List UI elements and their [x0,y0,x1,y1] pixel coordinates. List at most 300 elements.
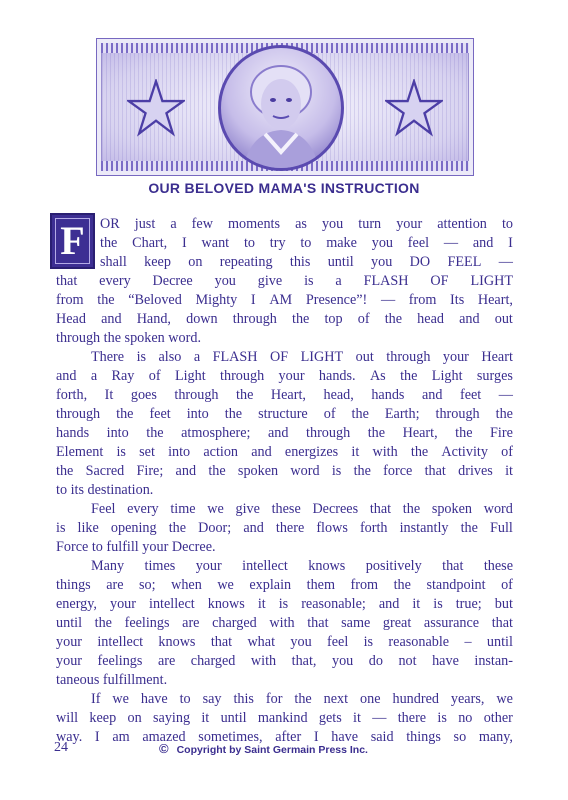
word: the [393,577,411,593]
word: like [77,520,99,536]
word: times [144,558,176,574]
word: and [243,520,264,536]
word: of [148,368,161,384]
word: top [324,311,343,327]
word: assurance [423,615,480,631]
text-line [56,443,513,462]
word: OR [100,216,120,232]
word: we [496,691,513,707]
word: There [91,349,125,365]
word: is [278,596,289,612]
word: your [396,216,423,232]
word: is [136,349,147,365]
word: hundred [392,691,439,707]
word: forth [359,520,388,536]
word: feelings [97,653,143,669]
word: of [501,577,513,593]
word: — [498,387,513,403]
word: the [146,425,164,441]
word: spoken [237,463,279,479]
word: keep [89,710,117,726]
word: Heart, [270,387,306,403]
word: it [351,444,360,460]
word: moments [228,216,281,232]
word: is [363,634,374,650]
drop-cap [50,213,95,269]
text-line: to its destination. [56,482,154,498]
word: on [188,254,203,270]
word: Fire [490,425,513,441]
word: the [224,406,243,422]
word: “Beloved [128,292,182,308]
word: and [251,444,272,460]
copyright-symbol: © [159,741,169,756]
text-line [56,291,513,310]
text-line [56,709,513,728]
word: keep [144,254,171,270]
word: into [106,425,129,441]
word: turn [358,216,382,232]
word: repeating [219,254,273,270]
word: Fire; [136,463,164,479]
word: instan- [474,653,513,669]
word: a [335,273,342,289]
word: have [140,691,168,707]
word: hands [56,425,90,441]
word: Ray [111,368,135,384]
word: hands [371,387,405,403]
word: feet [459,387,482,403]
copyright-line [159,741,368,756]
word: the [208,463,226,479]
word: want [201,235,230,251]
word: goes [130,387,157,403]
word: charged [190,653,236,669]
text-line [56,576,513,595]
word: the [168,520,187,536]
word: mankind [257,710,308,726]
word: I [508,235,513,251]
word: through [56,406,101,422]
word: of [501,444,513,460]
word: from [408,292,437,308]
word: things [56,577,91,593]
word: through [220,368,265,384]
word: there [275,520,305,536]
page-number: 24 [54,740,68,755]
word: have [432,653,459,669]
word: the [100,235,118,251]
word: am [112,729,130,745]
text-line [56,367,513,386]
word: until [220,710,247,726]
text-line [56,310,513,329]
page-title: OUR BELOVED MAMA'S INSTRUCTION [148,180,420,196]
word: down [186,311,218,327]
word: years, [450,691,485,707]
word: knows [308,558,346,574]
word: through [174,387,219,403]
word: when [171,577,202,593]
text-line [91,557,513,576]
word: is [331,463,342,479]
word: is [437,710,447,726]
word: there [397,710,427,726]
word: Door; [198,520,232,536]
drop-cap-letter: F [55,218,90,264]
word: time [170,501,196,517]
word: not [398,653,417,669]
word: shall [100,254,127,270]
word: that [210,634,233,650]
word: your [278,368,305,384]
word: Feel [91,501,116,517]
word: instantly [399,520,449,536]
word: a [90,368,98,384]
word: do [368,653,383,669]
word: gets [318,710,342,726]
word: Heart [481,349,513,365]
text-line [56,519,513,538]
word: feel [327,634,349,650]
word: that [491,615,513,631]
word: the [402,501,421,517]
word: the [495,406,513,422]
word: make [326,235,357,251]
word: Many [91,558,125,574]
word: you [331,653,354,669]
word: you [371,235,393,251]
word: atmosphere; [181,425,251,441]
word: feel [407,235,430,251]
word: you [290,634,312,650]
word: feelings [124,615,170,631]
word: through [435,406,480,422]
word: your [56,634,83,650]
word: to [501,216,513,232]
word: is [433,596,443,612]
text-line [91,500,513,519]
word: flows [316,520,348,536]
word: It [104,387,114,403]
word: them [306,577,335,593]
word: the [367,425,386,441]
text-line [91,690,513,709]
word: Full [489,520,513,536]
word: FEEL [447,254,482,270]
word: and [459,311,480,327]
word: I [313,729,319,745]
word: saying [153,710,191,726]
word: Heart, [402,425,438,441]
word: are [106,577,124,593]
word: Earth; [384,406,420,422]
word: are [182,615,200,631]
word: many, [478,729,513,745]
word: a [170,216,177,232]
word: FLASH [212,349,258,365]
word: standpoint [426,577,486,593]
word: intellect [97,634,144,650]
word: Sacred [85,463,125,479]
word: that [424,463,446,479]
word: of [357,311,370,327]
word: it [353,710,361,726]
word: Light [174,368,206,384]
word: the [410,444,429,460]
word: and [268,425,289,441]
word: Heart, [477,292,513,308]
word: say [202,691,222,707]
word: these [483,558,513,574]
word: we [217,577,234,593]
word: OF [430,273,449,289]
word: but [494,596,513,612]
word: through [306,425,351,441]
word: out [494,311,513,327]
word: head, [323,387,354,403]
word: you [371,254,393,270]
text-line [56,595,513,614]
word: positively [365,558,422,574]
word: to [300,235,312,251]
word: — [372,710,387,726]
word: the [294,691,312,707]
word: the [56,463,74,479]
word: it [201,710,210,726]
word: way. [56,729,83,745]
word: hands. [318,368,356,384]
word: amazed [142,729,186,745]
word: so [453,729,467,745]
word: opening [110,520,157,536]
word: the [236,387,254,403]
word: that [442,558,464,574]
word: the [292,311,310,327]
star-icon [385,79,443,137]
word: have [331,729,359,745]
text-line: taneous fulfillment. [56,672,168,688]
word: Light [431,368,463,384]
word: Chart, [132,235,168,251]
word: and [56,368,77,384]
word: feet [149,406,171,422]
portrait-image [218,45,344,171]
word: explain [249,577,292,593]
text-line [100,253,513,272]
word: with [269,615,295,631]
word: the [455,425,473,441]
word: — [498,254,513,270]
word: I [94,729,100,745]
word: that [307,615,329,631]
word: If [91,691,101,707]
word: it [412,596,421,612]
text-line [56,462,513,481]
word: it [257,596,266,612]
word: until [486,634,513,650]
word: and [378,596,400,612]
word: energizes [284,444,339,460]
word: a [193,349,201,365]
word: OF [270,349,289,365]
word: the [116,406,134,422]
word: surges [476,368,513,384]
text-line: Force to fulfill your Decree. [56,539,216,555]
word: until [56,615,83,631]
word: reasonable; [301,596,366,612]
word: of [323,406,336,422]
word: with [250,653,277,669]
text-line [56,386,513,405]
word: charged [212,615,257,631]
text-line [56,424,513,443]
word: until [327,254,354,270]
word: your [109,596,136,612]
word: and [421,387,443,403]
word: I [182,235,187,251]
word: through [386,349,431,365]
word: AM [269,292,293,308]
word: forth, [56,387,88,403]
word: that [369,501,392,517]
word: you [321,216,344,232]
word: structure [258,406,308,422]
word: attention [437,216,487,232]
word: will [56,710,79,726]
word: to [243,235,255,251]
word: — [443,235,459,251]
word: drives [458,463,493,479]
word: just [134,216,156,232]
word: the [94,615,112,631]
word: word [483,501,513,517]
word: as [295,216,307,232]
word: Decrees [312,501,359,517]
text-line: through the spoken word. [56,330,202,346]
word: Head [56,311,86,327]
word: are [157,653,176,669]
word: out [355,349,374,365]
word: LIGHT [470,273,513,289]
word: and [101,311,122,327]
word: every [127,501,159,517]
word: the [384,311,403,327]
word: this [289,254,311,270]
word: Element [56,444,104,460]
word: try [269,235,286,251]
word: your [442,349,469,365]
word: you [214,273,236,289]
word: things [406,729,441,745]
word: from [56,292,84,308]
word: spoken [431,501,473,517]
word: Its [450,292,465,308]
word: we [207,501,224,517]
text-line [56,633,513,652]
word: and [175,463,197,479]
text-line [56,652,513,671]
text-line [100,215,513,234]
word: Presence”! [305,292,368,308]
word: said [370,729,394,745]
word: is [116,444,126,460]
word: what [247,634,276,650]
word: knows [158,634,196,650]
word: the [353,463,371,479]
word: into [168,444,191,460]
word: the [351,406,369,422]
word: these [271,501,301,517]
text-line [56,272,513,291]
word: to [179,691,191,707]
word: for [265,691,283,707]
text-line [56,405,513,424]
portrait-figure [221,48,341,168]
word: this [233,691,254,707]
word: it [505,463,513,479]
word: word [290,463,320,479]
star-icon [127,79,185,137]
word: that [56,273,78,289]
word: your [195,558,222,574]
word: I [250,292,256,308]
word: other [483,710,513,726]
word: FLASH [363,273,409,289]
word: the [400,368,418,384]
word: head [417,311,444,327]
word: also [158,349,182,365]
word: force [383,463,413,479]
word: set [139,444,155,460]
word: on [127,710,142,726]
word: Hand, [136,311,171,327]
word: Mighty [195,292,238,308]
word: give [235,501,260,517]
word: every [99,273,131,289]
word: As [369,368,386,384]
header-banner [96,38,474,176]
word: so; [139,577,156,593]
word: action [203,444,239,460]
word: reasonable [388,634,450,650]
word: Decree [152,273,193,289]
word: LIGHT [300,349,344,365]
word: no [458,710,473,726]
word: same [341,615,371,631]
word: after [275,729,302,745]
word: the [460,520,478,536]
word: sometimes, [198,729,263,745]
word: knows [207,596,245,612]
word: is [56,520,66,536]
text-line [100,234,513,253]
word: with [372,444,398,460]
word: next [323,691,349,707]
word: DO [409,254,431,270]
word: great [382,615,412,631]
word: is [304,273,314,289]
word: — [380,292,396,308]
text-line [91,348,513,367]
word: your [56,653,83,669]
word: that, [291,653,317,669]
copyright-text: Copyright by Saint Germain Press Inc. [176,744,368,756]
word: – [464,634,472,650]
word: and [472,235,494,251]
word: true; [455,596,482,612]
word: give [257,273,283,289]
